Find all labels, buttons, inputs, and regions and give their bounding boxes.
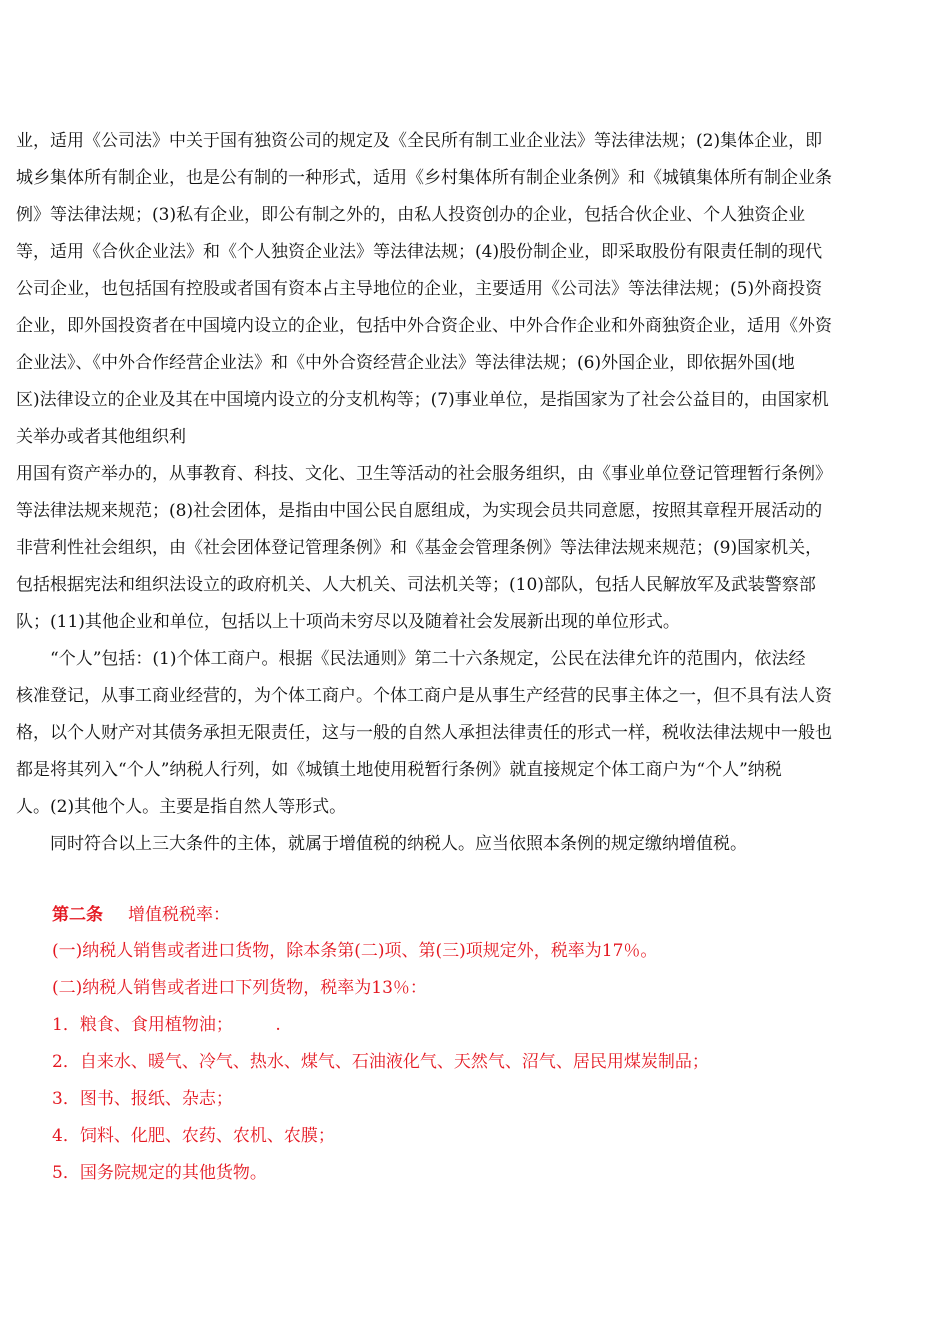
body-line: 等，适用《合伙企业法》和《个人独资企业法》等法律法规；(4)股份制企业，即采取股份有限责任制的现代 xyxy=(16,242,823,262)
rate-item: 3．图书、报纸、杂志； xyxy=(52,1089,233,1109)
body-line: 格，以个人财产对其债务承担无限责任，这与一般的自然人承担法律责任的形式一样，税收法律法规中一般也 xyxy=(16,723,832,743)
body-line: 队；(11)其他企业和单位，包括以上十项尚未穷尽以及随着社会发展新出现的单位形式。 xyxy=(16,612,680,632)
body-line: 区)法律设立的企业及其在中国境内设立的分支机构等；(7)事业单位，是指国家为了社会公益目的，由国家机 xyxy=(16,390,829,410)
body-line: 同时符合以上三大条件的主体，就属于增值税的纳税人。应当依照本条例的规定缴纳增值税。 xyxy=(16,834,747,854)
body-line: 用国有资产举办的，从事教育、科技、文化、卫生等活动的社会服务组织，由《事业单位登记管理暂行条例》 xyxy=(16,464,832,484)
rate-item: 1．粮食、食用植物油； . xyxy=(52,1015,281,1035)
body-line: 等法律法规来规范；(8)社会团体，是指由中国公民自愿组成，为实现会员共同意愿，按照其章程开展活动的 xyxy=(16,501,823,521)
body-line: 非营利性社会组织，由《社会团体登记管理条例》和《基金会管理条例》等法律法规来规范；(9)国家机关， xyxy=(16,538,823,558)
body-line: “个人”包括：(1)个体工商户。根据《民法通则》第二十六条规定，公民在法律允许的范围内，依法经 xyxy=(16,649,806,669)
body-line: 城乡集体所有制企业，也是公有制的一种形式，适用《乡村集体所有制企业条例》和《城镇集体所有制企业条 xyxy=(16,168,832,188)
body-line: 业，适用《公司法》中关于国有独资公司的规定及《全民所有制工业企业法》等法律法规；(2)集体企业，即 xyxy=(16,131,823,151)
article-title: 增值税税率： xyxy=(128,905,230,925)
article-label: 第二条 xyxy=(52,905,103,925)
body-line: 企业，即外国投资者在中国境内设立的企业，包括中外合资企业、中外合作企业和外商独资企业，适用《外资 xyxy=(16,316,832,336)
body-line: 都是将其列入“个人”纳税人行列，如《城镇土地使用税暂行条例》就直接规定个体工商户为“个人”纳税 xyxy=(16,760,782,780)
rate-item: 5．国务院规定的其他货物。 xyxy=(52,1163,267,1183)
rate-item: 2．自来水、暖气、冷气、热水、煤气、石油液化气、天然气、沼气、居民用煤炭制品； xyxy=(52,1052,709,1072)
body-line: 核准登记，从事工商业经营的，为个体工商户。个体工商户是从事生产经营的民事主体之一，但不具有法人资 xyxy=(16,686,832,706)
body-line: 人。(2)其他个人。主要是指自然人等形式。 xyxy=(16,797,347,817)
body-line: 企业法》、《中外合作经营企业法》和《中外合资经营企业法》等法律法规；(6)外国企业，即依据外国(地 xyxy=(16,353,795,373)
article-heading xyxy=(52,905,932,925)
body-line: 关举办或者其他组织利 xyxy=(16,427,186,447)
rate-item: 4．饲料、化肥、农药、农机、农膜； xyxy=(52,1126,335,1146)
rate-item: (一)纳税人销售或者进口货物，除本条第(二)项、第(三)项规定外，税率为17％。 xyxy=(52,941,658,961)
body-line: 例》等法律法规；(3)私有企业，即公有制之外的，由私人投资创办的企业，包括合伙企业、个人独资企业 xyxy=(16,205,806,225)
rate-item: (二)纳税人销售或者进口下列货物，税率为13％： xyxy=(52,978,427,998)
body-line: 包括根据宪法和组织法设立的政府机关、人大机关、司法机关等；(10)部队，包括人民解放军及武装警察部 xyxy=(16,575,816,595)
body-line: 公司企业，也包括国有控股或者国有资本占主导地位的企业，主要适用《公司法》等法律法规；(5)外商投资 xyxy=(16,279,823,299)
